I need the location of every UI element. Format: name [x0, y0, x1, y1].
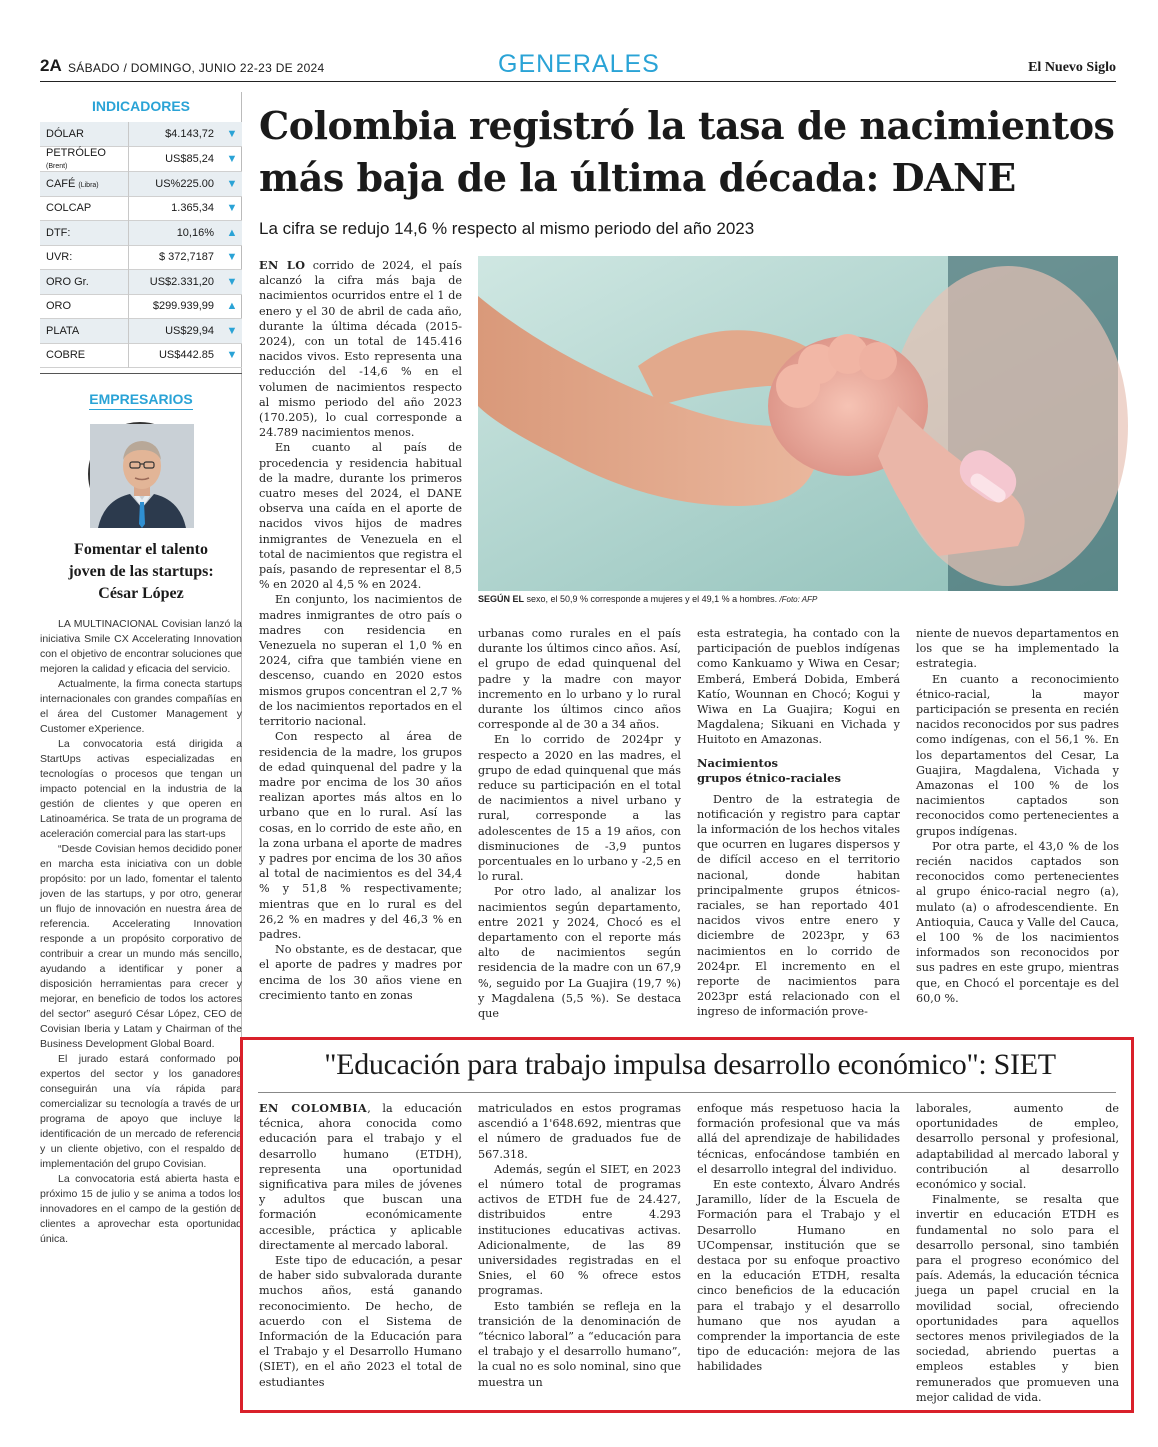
- article-subhead: La cifra se redujo 14,6 % respecto al mismo periodo del año 2023: [259, 219, 755, 238]
- article-lead-caps: EN LO: [259, 258, 306, 272]
- indicator-note: (Libra): [78, 181, 99, 189]
- indicator-row: [40, 147, 242, 172]
- article-paragraph: [259, 258, 462, 440]
- indicator-label: PLATA: [46, 324, 80, 337]
- article-paragraph: niente de nuevos departamentos en los que se ha implementado la estrategia.: [916, 627, 1119, 671]
- indicator-name: [40, 319, 128, 344]
- empresarios-body: [40, 617, 242, 1247]
- cesar-lopez-portrait: [88, 422, 192, 526]
- boxed-column-2: [478, 1101, 681, 1397]
- trend-down-icon: ▼: [226, 128, 238, 140]
- empresarios-paragraph: LA MULTINACIONAL Covisian lanzó la iniciativa Smile CX Accelerating Innovation con el objetivo de encontrar soluciones que mejoren la calidad y eficacia del servicio.: [40, 618, 242, 675]
- indicator-row: [40, 245, 242, 270]
- indicators-divider: [40, 373, 242, 374]
- article-paragraph: Por otro lado, al analizar los nacimientos según departamento, entre 2021 y 2024, Chocó es el departamento con el reporte más alto de nacimientos según residencia de la madre con un 67,9 %, seguido por La Guajira (19,7 %) y Magdalena (5,5 %). Se destaca que: [478, 885, 681, 1021]
- indicator-value: US%225.00: [128, 172, 222, 197]
- issue-date: SÁBADO / DOMINGO, JUNIO 22-23 DE 2024: [68, 61, 325, 75]
- indicator-name: [40, 270, 128, 295]
- trend-down-icon: ▼: [226, 349, 238, 362]
- boxed-paragraph: Además, según el SIET, en 2023 el número total de programas activos de ETDH fue de 24.427, distribuidos entre 4.293 instituciones educativas activas. Adicionalmente, de las 89 universidades registradas en el Snies, el 60 % ofrece estos programas.: [478, 1162, 681, 1298]
- indicator-row: [40, 343, 242, 368]
- indicator-value: 10,16%: [128, 221, 222, 246]
- indicator-value: US$85,24: [128, 147, 222, 172]
- indicator-value: 1.365,34: [128, 196, 222, 221]
- indicator-row: [40, 221, 242, 246]
- empresarios-headline-line1: Fomentar el talento: [74, 541, 208, 558]
- baby-hand-photo: [478, 256, 1118, 591]
- indicators-title: INDICADORES: [91, 98, 190, 114]
- indicator-value: US$442.85: [128, 343, 222, 368]
- empresarios-headline-line3: César López: [98, 585, 184, 602]
- trend-down-icon: ▼: [226, 324, 238, 337]
- indicator-label: COBRE: [46, 349, 86, 362]
- indicator-label: PETRÓLEO: [46, 147, 106, 159]
- article-paragraph: No obstante, es de destacar, que el aporte de padres y madres por encima de los 30 años viene en crecimiento tanto en zonas: [259, 943, 462, 1002]
- photo-credit: /Foto: AFP: [777, 595, 818, 604]
- indicator-label: ORO: [46, 300, 72, 313]
- empresarios-paragraph: Actualmente, la firma conecta startups internacionales con grandes compañías en el área del Customer Management y Customer eXperience.: [40, 678, 242, 735]
- section-title: GENERALES: [498, 50, 660, 78]
- boxed-text: , la educación técnica, ahora conocida como educación para el trabajo y el desarrollo humano (ETDH), representa una oportunidad significativa para miles de jóvenes y adultos que buscan una formación económicamente accesible, práctica y aplicable directamente al mercado laboral.: [259, 1102, 462, 1252]
- sidebar: [40, 92, 242, 1392]
- boxed-column-3: [697, 1101, 900, 1397]
- indicator-row: [40, 172, 242, 197]
- article-paragraph: En cuanto al país de procedencia y residencia habitual de la madre, durante los primeros cuatro meses del 2024, el DANE observa una caída en el aporte de nacidos vivos hijos de madres inmigrantes de Venezuela en el total de nacimientos que registra el país, pasando de representar el 8,5 % en 2020 al 4,5 % en 2024.: [259, 441, 462, 592]
- article-column-3: [697, 626, 900, 1026]
- article-subheading: [697, 756, 900, 786]
- article-text: corrido de 2024, el país alcanzó la cifra más baja de nacimientos ocurridos entre el 1 de enero y el 30 de abril de cada año, durante la última década (2015-2024), con un total de 145.416 nacidos vivos. Esto representa una reducción del -14,6 % en el volumen de nacimientos respecto al mismo periodo del año 2023 (170.205), lo cual corresponde a 24.789 nacimientos menos.: [259, 259, 462, 440]
- boxed-paragraph: En este contexto, Álvaro Andrés Jaramillo, líder de la Escuela de Formación para el Trabajo y el Desarrollo Humano en UCompensar, institución que se destaca por su enfoque proactivo en la educación ETDH, resalta cinco beneficios de la educación para el trabajo y el desarrollo humano que nos ayudan a comprender la importancia de este tipo de educación: mejora de las habilidades: [697, 1178, 900, 1374]
- empresarios-headline: [40, 539, 242, 605]
- indicators-table: [40, 122, 242, 368]
- indicator-label: CAFÉ: [46, 177, 76, 190]
- article-paragraph: Dentro de la estrategia de notificación y registro para captar la información de los hechos vitales que ocurren en lugares dispersos y de difícil acceso en el territorio nacional, donde habitan principalmente grupos étnicos-raciales, se han reportado 401 nacidos vivos entre enero y diciembre de 2023pr, y 63 nacimientos en lo corrido de 2024pr. El incremento en el reporte de nacimientos para 2023pr está relacionado con el ingreso de información prove-: [697, 792, 900, 1019]
- indicator-row: [40, 294, 242, 319]
- indicator-name: [40, 343, 128, 368]
- indicator-name: [40, 196, 128, 221]
- article-paragraph: urbanas como rurales en el país durante los últimos cinco años. Así, el grupo de edad quinquenal del padre y la madre con mayor incremento en lo urbano y lo rural durante los últimos cinco años corresponde al de 30 a 34 años.: [478, 627, 681, 732]
- article-headline: Colombia registró la tasa de nacimientos más baja de la última década: DANE: [259, 103, 1115, 200]
- boxed-paragraph: enfoque más respetuoso hacia la formación profesional que va más allá del aprendizaje de habilidades técnicas, enfocándose también en el desarrollo integral del individuo.: [697, 1102, 900, 1176]
- subheading-line1: Nacimientos: [697, 755, 779, 770]
- boxed-headline: "Educación para trabajo impulsa desarrollo económico": SIET: [324, 1048, 1056, 1081]
- indicator-value: US$2.331,20: [128, 270, 222, 295]
- article-paragraph: En cuanto a reconocimiento étnico-racial, la mayor participación se presenta en recién nacidos reconocidos por sus padres como indígenas, con el 56,1 %. En los departamentos del Cesar, La Guajira, Magdalena, Vichada y Amazonas el 100 % de los nacimientos captados son reconocidos como pertenecientes a grupos indígenas.: [916, 672, 1119, 838]
- empresarios-title: [40, 391, 242, 407]
- indicator-label: ORO Gr.: [46, 275, 89, 288]
- caption-text: sexo, el 50,9 % corresponde a mujeres y el 49,1 % a hombres.: [524, 594, 778, 604]
- article-paragraph: Por otra parte, el 43,0 % de los recién nacidos captados son reconocidos como pertenecientes al grupo énico-racial negro (a), mulato (a) o afrodescendiente. En Antioquia, Cauca y Valle del Cauca, el 100 % de los nacimientos informados son reconocidos por sus padres en este grupo, mientras que, en Chocó el porcentaje es del 60,0 %.: [916, 839, 1119, 1005]
- boxed-paragraph: matriculados en estos programas ascendió a 1'648.692, mientras que el número de graduados fue de 567.318.: [478, 1102, 681, 1161]
- indicator-name: [40, 172, 128, 197]
- photo-caption: [478, 594, 1118, 604]
- indicator-row: [40, 122, 242, 147]
- indicator-note: (Brent): [46, 163, 68, 170]
- trend-down-icon: ▼: [226, 275, 238, 288]
- article-column-1: [259, 258, 462, 1028]
- indicator-row: [40, 196, 242, 221]
- trend-up-icon: ▲: [226, 226, 238, 239]
- indicator-name: [40, 221, 128, 246]
- article-column-2: [478, 626, 681, 1026]
- masthead-logo: El Nuevo Siglo: [1028, 60, 1116, 75]
- boxed-column-4: [916, 1101, 1119, 1404]
- empresarios-paragraph: La convocatoria está abierta hasta el próximo 15 de julio y se anima a todos los innovadores en el campo de la gestión de clientes a aprovechar esta oportunidad única.: [40, 1173, 242, 1245]
- boxed-paragraph: Esto también se refleja en la transición de la denominación de “técnico laboral” a “educación para el trabajo y el desarrollo humano”, la cual no es solo nominal, sino que muestra un: [478, 1299, 681, 1389]
- indicator-label: DTF:: [46, 226, 71, 239]
- trend-down-icon: ▼: [226, 202, 238, 215]
- empresarios-paragraph: “Desde Covisian hemos decidido poner en marcha esta iniciativa con un doble propósito: por un lado, fomentar el talento joven de las startups, y por otro, generar un flujo de innovación en nuestra área de referencia. Accelerating Innovation responde a un propósito corporativo de contribuir a crear un mundo más sencillo, ayudando a identificar y poner a disposición herramientas para crecer y mejorar, en beneficio de todos los actores del sector” aseguró César López, CEO de Covisian Iberia y Latam y Chairman of the Business Development Global Board.: [40, 843, 242, 1050]
- indicator-value: $4.143,72: [128, 122, 222, 147]
- empresarios-paragraph: La convocatoria está dirigida a StartUps activas especializadas en tecnologías o procesos que tengan un impacto potencial en la industria de la gestión de clientes y que operen en Latinoamérica. Se trata de un programa de aceleración comercial para las start-ups: [40, 738, 242, 840]
- indicator-value: $ 372,7187: [128, 245, 222, 270]
- indicator-name: [40, 122, 128, 147]
- empresarios-paragraph: El jurado estará conformado por expertos del sector y los ganadores conseguirán una vía rápida para comercializar su tecnología a través de un programa de apoyo que incluye la identificación de un mercado de referencia y un cliente objetivo, con el respaldo de implementación del grupo Covisian.: [40, 1053, 242, 1170]
- article-paragraph: Con respecto al área de residencia de la madre, los grupos de edad quinquenal del padre y la madre por encima de los 30 años realizan aportes más altos en lo urbano que en lo rural. Así las cosas, en lo corrido de este año, en la zona urbana el aporte de madres y padres por encima de los 30 años al total de nacimientos es del 34,4 % y 51,8 % respectivamente; mientras que en lo rural es del 26,2 % en madres y del 46,3 % en padres.: [259, 730, 462, 941]
- article-paragraph: esta estrategia, ha contado con la participación de pueblos indígenas como Kankuamo y Wiwa en Cesar; Emberá, Emberá Dobida, Emberá Katío, Wounnan en Chocó; Kogui y Wiwa en La Guajira; Kogui en Magdalena; Sikuani en Vichada y Huitoto en Amazonas.: [697, 627, 900, 747]
- caption-lead: SEGÚN EL: [478, 594, 525, 604]
- page-header: [40, 50, 1116, 82]
- boxed-divider: [258, 1092, 1116, 1093]
- boxed-paragraph: [259, 1101, 462, 1253]
- boxed-paragraph: Este tipo de educación, a pesar de haber sido subvalorada durante muchos años, está ganando reconocimiento. De hecho, de acuerdo con el Sistema de Información de la Educación para el Trabajo y el Desarrollo Humano (SIET), en el año 2023 el total de estudiantes: [259, 1254, 462, 1389]
- boxed-paragraph: laborales, aumento de oportunidades de empleo, desarrollo personal y profesional, adaptabilidad al mercado laboral y contribución al desarrollo económico y social.: [916, 1102, 1119, 1192]
- indicator-name: [40, 245, 128, 270]
- indicator-label: UVR:: [46, 251, 73, 264]
- article-column-4: [916, 626, 1119, 1026]
- indicator-row: [40, 270, 242, 295]
- article-paragraph: En lo corrido de 2024pr y respecto a 2020 en las madres, el grupo de edad quinquenal que más reduce su participación en el total de nacimientos a nivel urbano y rural, corresponde a las adolescentes de 15 a 19 años, con disminuciones de -3,9 puntos porcentuales en lo urbano y -2,5 en lo rural.: [478, 733, 681, 884]
- article-paragraph: En conjunto, los nacimientos de madres inmigrantes de otro país o madres con residencia en Venezuela no superan el 1,0 % en 2024, cifra que también viene en descenso, cuando en 2020 estos mismos grupos concentran el 2,7 % de los nacimientos reportados en el territorio nacional.: [259, 593, 462, 729]
- empresarios-title-text: EMPRESARIOS: [89, 391, 192, 410]
- trend-up-icon: ▲: [226, 300, 238, 313]
- boxed-lead-caps: EN COLOMBIA: [259, 1101, 368, 1115]
- indicator-row: [40, 319, 242, 344]
- boxed-paragraph: Finalmente, se resalta que invertir en educación ETDH es fundamental no solo para el desarrollo personal, sino también para el progreso económico del país. Además, la educación técnica juega un papel crucial en la movilidad social, ofreciendo oportunidades para aquellos sectores menos privilegiados de la sociedad, abriendo puertas a empleos estables y bien remunerados que promueven una mejor calidad de vida.: [916, 1193, 1119, 1404]
- trend-down-icon: ▼: [226, 153, 238, 165]
- indicator-label: DÓLAR: [46, 128, 84, 140]
- empresarios-headline-line2: joven de las startups:: [68, 563, 214, 580]
- indicator-value: US$29,94: [128, 319, 222, 344]
- boxed-column-1: [259, 1101, 462, 1397]
- indicator-value: $299.939,99: [128, 294, 222, 319]
- trend-down-icon: ▼: [226, 177, 238, 190]
- indicator-label: COLCAP: [46, 202, 92, 215]
- indicator-name: [40, 294, 128, 319]
- trend-down-icon: ▼: [226, 251, 238, 264]
- page-number: 2A: [40, 56, 62, 75]
- indicator-name: [40, 147, 128, 172]
- subheading-line2: grupos étnico-raciales: [697, 770, 841, 785]
